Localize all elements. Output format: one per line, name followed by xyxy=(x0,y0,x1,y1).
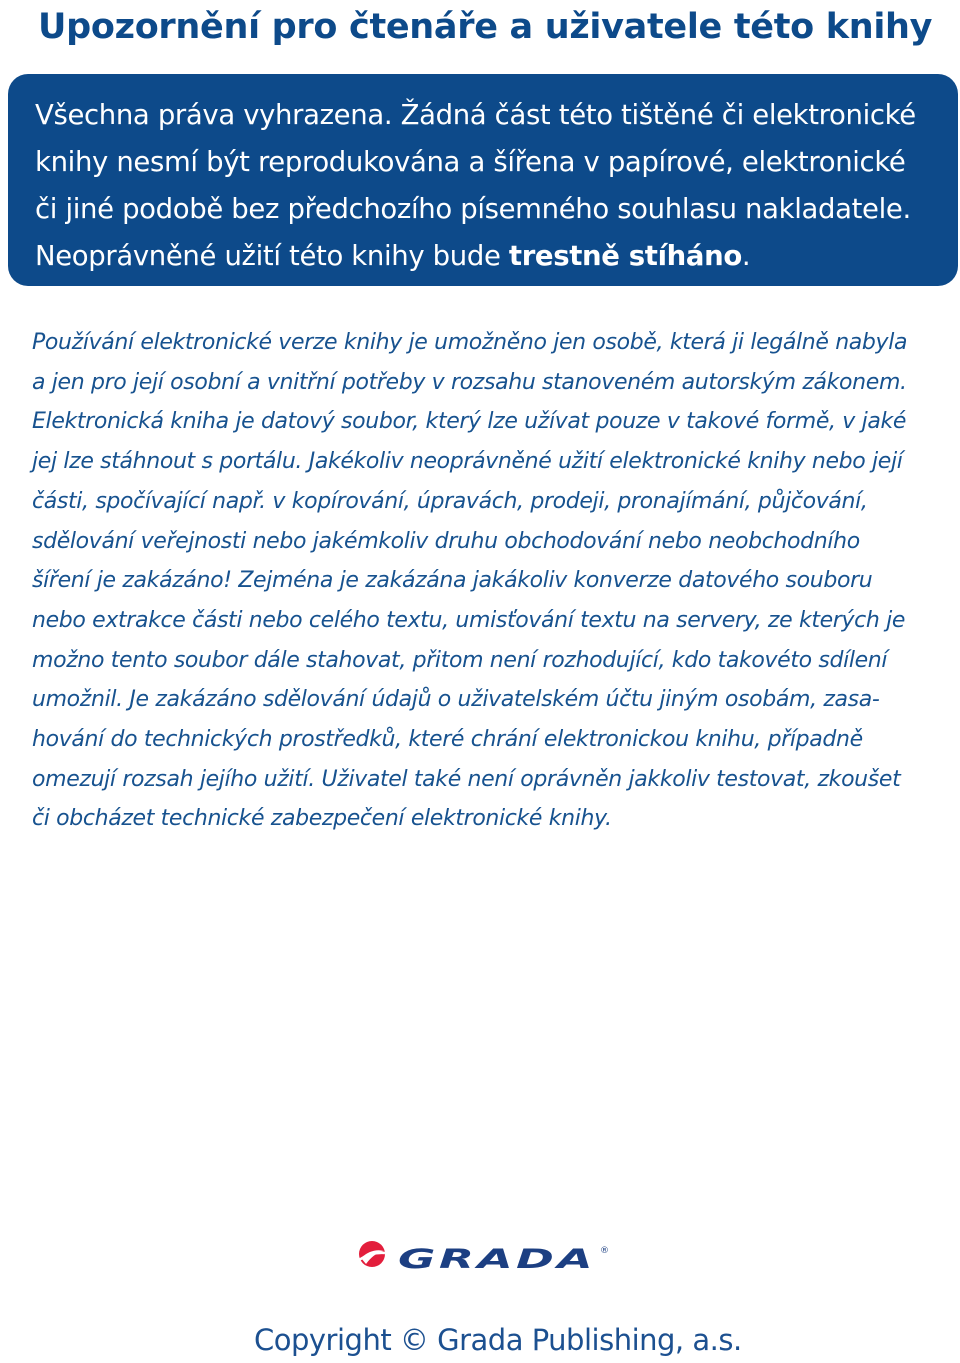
grada-logo-graphic xyxy=(357,1238,617,1274)
notice-bold-warning: trestně stíháno xyxy=(508,240,742,272)
grada-logo xyxy=(357,1238,617,1274)
grada-swoosh-icon xyxy=(359,1241,385,1267)
terms-line: Elektronická kniha je datový soubor, který lze užívat pouze v takové formě, v jaké xyxy=(32,409,907,435)
copyright-notice: Copyright © Grada Publishing, a.s. xyxy=(254,1323,742,1357)
terms-line: či obcházet technické zabezpečení elektronické knihy. xyxy=(32,806,612,832)
terms-line: omezují rozsah jejího užití. Uživatel také není oprávněn jakkoliv testovat, zkoušet xyxy=(32,766,901,792)
terms-line: hování do technických prostředků, které chrání elektronickou knihu, případně xyxy=(32,727,863,753)
grada-wordmark: GRADA xyxy=(398,1244,596,1274)
notice-line: Všechna práva vyhrazena. Žádná část této tištěné či elektronické xyxy=(35,99,916,131)
page-title: Upozornění pro čtenáře a uživatele této knihy xyxy=(38,7,933,47)
terms-line: jej lze stáhnout s portálu. Jakékoliv neoprávněné užití elektronické knihy nebo její xyxy=(32,449,903,475)
terms-line: nebo extrakce části nebo celého textu, umisťování textu na servery, ze kterých je xyxy=(32,607,906,633)
notice-line: či jiné podobě bez předchozího písemného souhlasu nakladatele. xyxy=(35,193,911,225)
terms-line: možno tento soubor dále stahovat, přitom není rozhodující, kdo takovéto sdílení xyxy=(32,647,888,673)
ebook-terms-paragraph xyxy=(32,323,942,839)
notice-line-last xyxy=(35,233,958,280)
notice-line: knihy nesmí být reprodukována a šířena v papírové, elektronické xyxy=(35,146,906,178)
notice-suffix: . xyxy=(741,240,751,272)
terms-line: části, spočívající např. v kopírování, úpravách, prodeji, pronajímání, půjčování, xyxy=(32,488,868,514)
terms-line: Používání elektronické verze knihy je umožněno jen osobě, která ji legálně nabyla xyxy=(32,330,908,355)
terms-line: umožnil. Je zakázáno sdělování údajů o uživatelském účtu jiným osobám, zasa- xyxy=(32,687,880,713)
notice-prefix: Neoprávněné užití této knihy bude xyxy=(35,240,509,272)
rights-notice-box xyxy=(8,74,958,286)
registered-mark: ® xyxy=(600,1246,609,1256)
terms-line: šíření je zakázáno! Zejména je zakázána jakákoliv konverze datového souboru xyxy=(32,568,873,594)
terms-line: sdělování veřejnosti nebo jakémkoliv druhu obchodování nebo neobchodního xyxy=(32,528,860,554)
rights-notice-text xyxy=(35,92,958,280)
terms-line: a jen pro její osobní a vnitřní potřeby v rozsahu stanoveném autorským zákonem. xyxy=(32,369,907,395)
